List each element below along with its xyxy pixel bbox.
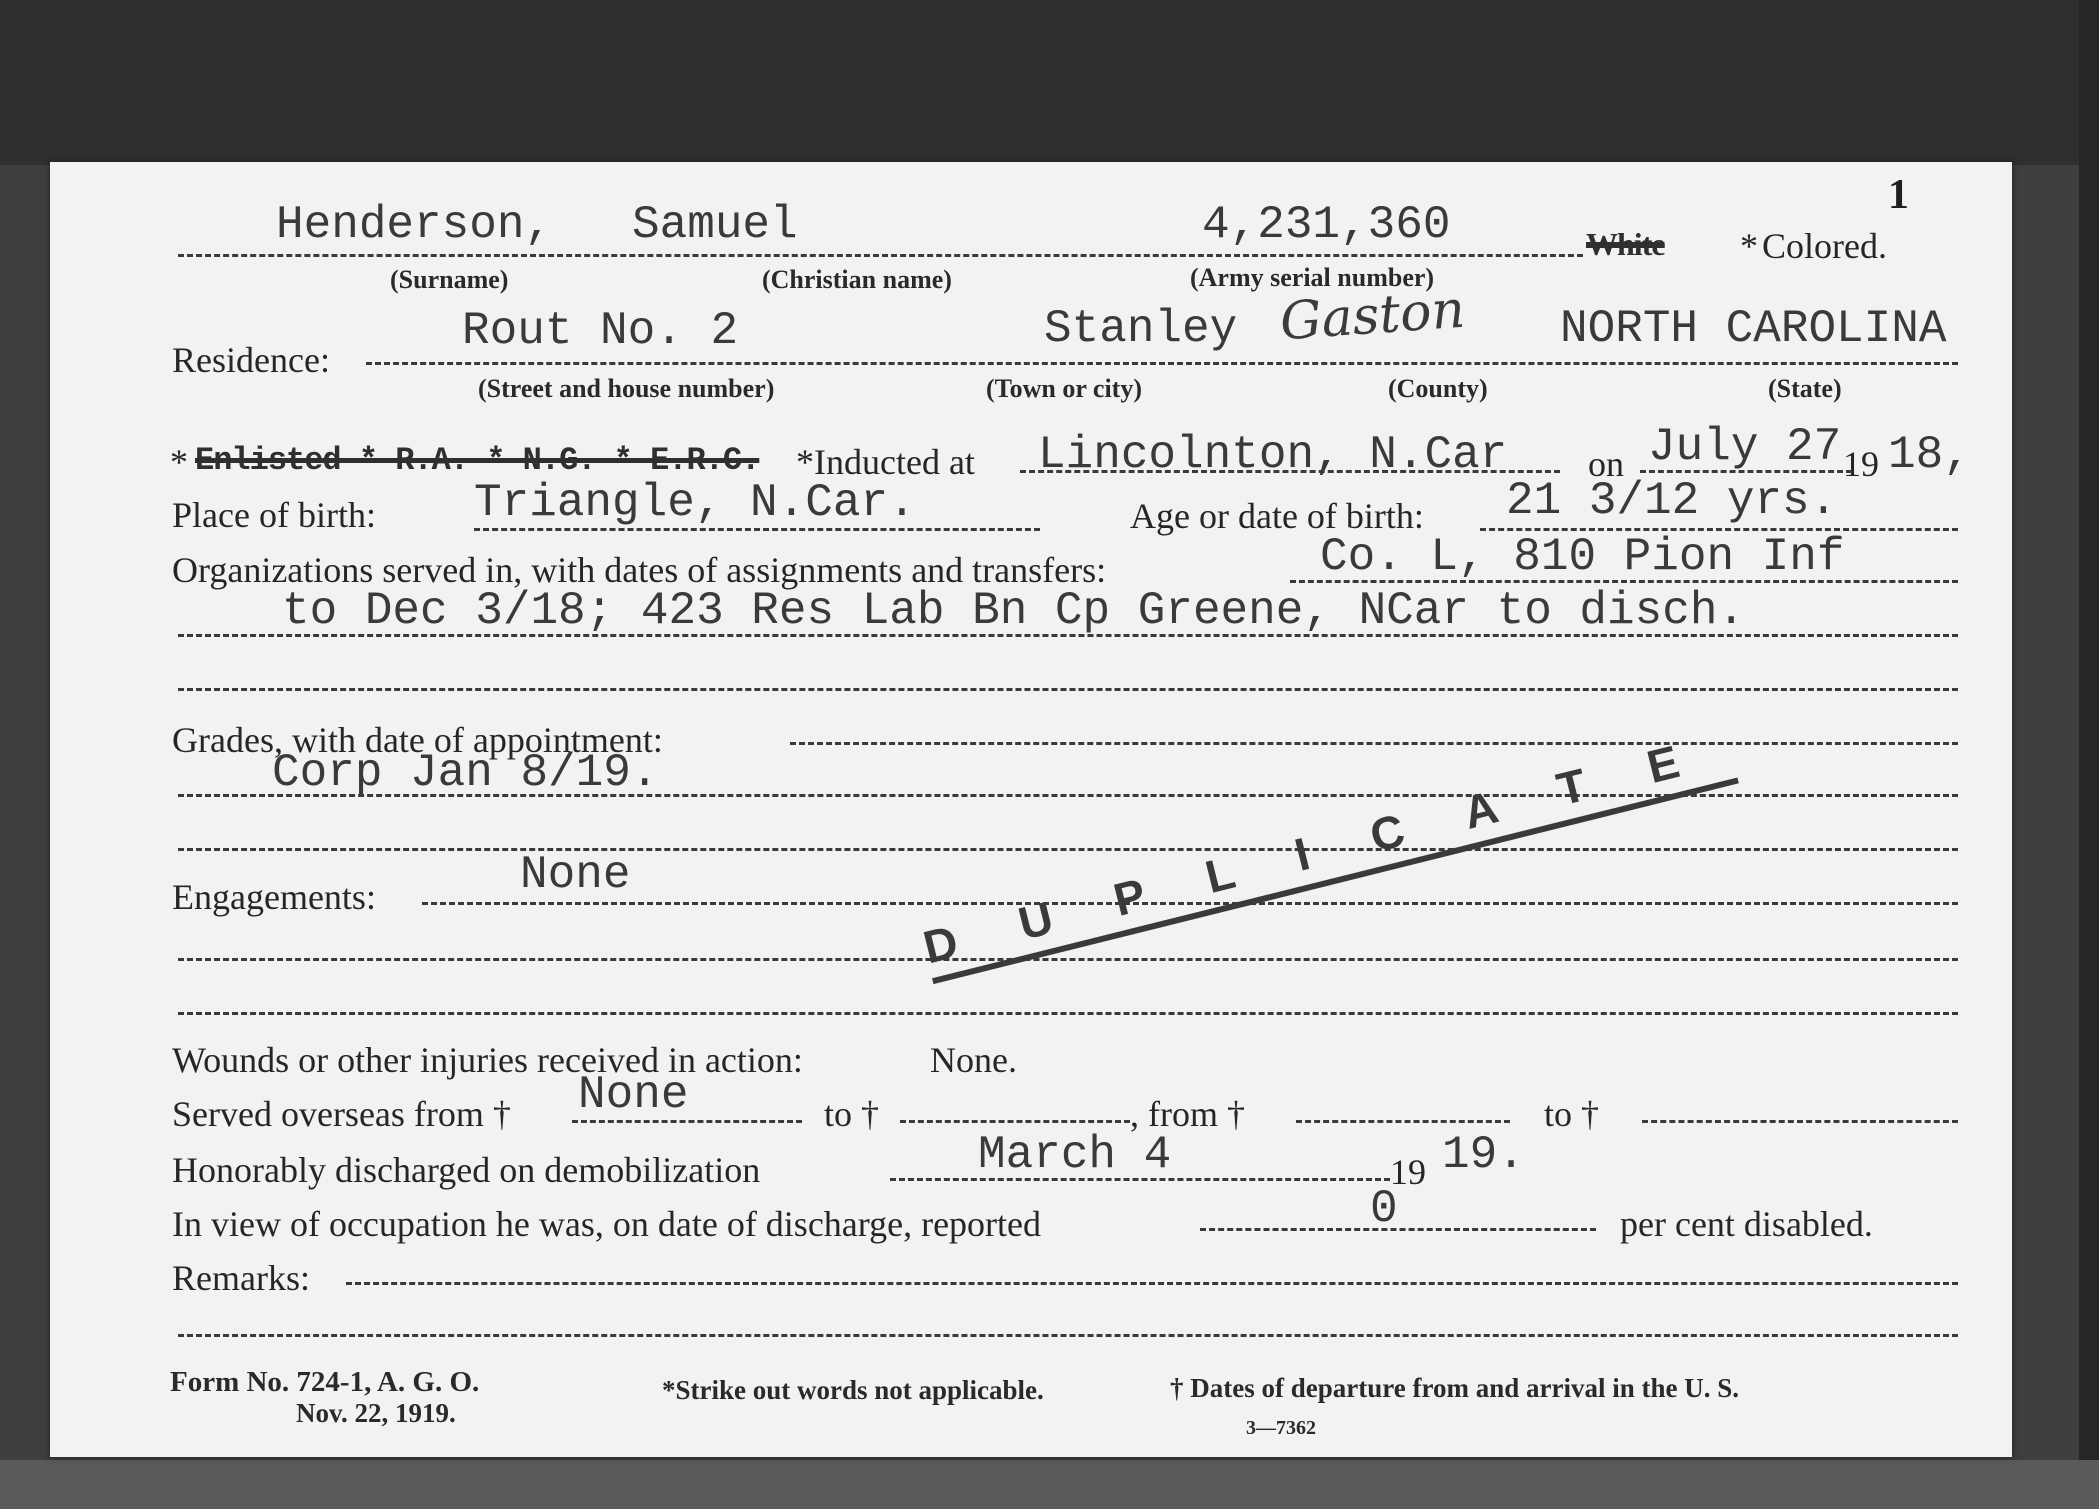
surname-value: Henderson, <box>276 199 553 251</box>
inducted-year-prefix: 19 <box>1843 444 1879 484</box>
duplicate-stamp <box>918 721 1739 984</box>
surname-caption: (Surname) <box>390 265 509 294</box>
residence-line <box>366 362 1958 365</box>
organizations-line2 <box>178 634 1958 637</box>
residence-state-value: NORTH CAROLINA <box>1560 303 1947 355</box>
organizations-line1 <box>1290 580 1958 583</box>
grades-line3 <box>178 848 1958 851</box>
residence-street-value: Rout No. 2 <box>462 305 739 357</box>
age-label: Age or date of birth: <box>1130 496 1424 536</box>
enlisted-marker: * <box>170 442 188 482</box>
grades-line1 <box>790 742 1958 745</box>
street-caption: (Street and house number) <box>478 374 775 403</box>
place-of-birth-line <box>474 528 1040 531</box>
state-caption: (State) <box>1768 374 1842 403</box>
serial-caption: (Army serial number) <box>1190 263 1435 292</box>
grades-value: Corp Jan 8/19. <box>272 747 659 799</box>
footnote-dates: † Dates of departure from and arrival in the U. S. <box>1170 1373 1739 1403</box>
residence-label: Residence: <box>172 340 330 380</box>
place-of-birth-value: Triangle, N.Car. <box>474 477 916 529</box>
disability-suffix: per cent disabled. <box>1620 1204 1873 1244</box>
discharge-year-prefix: 19 <box>1390 1152 1426 1192</box>
inducted-on-label: on <box>1588 444 1624 484</box>
disability-value: 0 <box>1370 1183 1398 1235</box>
race-colored-label: Colored. <box>1762 226 1887 266</box>
age-value: 21 3/12 yrs. <box>1506 475 1838 527</box>
overseas-from-line <box>572 1120 802 1123</box>
footnote-strike: *Strike out words not applicable. <box>662 1375 1044 1405</box>
form-date: Nov. 22, 1919. <box>296 1398 456 1428</box>
race-struck-white: White <box>1586 226 1665 262</box>
wounds-value: None. <box>930 1040 1017 1080</box>
overseas-to2-line <box>1642 1120 1958 1123</box>
inducted-year-value: 18, <box>1888 429 1971 481</box>
engagements-label: Engagements: <box>172 877 376 917</box>
scan-background-bottom <box>0 1460 2099 1509</box>
enlisted-struck-text: Enlisted * R.A. * N.G. * E.R.C. <box>195 442 760 479</box>
engagements-line2 <box>178 958 1958 961</box>
organizations-line2-value: to Dec 3/18; 423 Res Lab Bn Cp Greene, NCar to disch. <box>282 585 1746 637</box>
engagements-value: None <box>520 849 631 901</box>
scan-background-edge <box>2079 0 2099 1509</box>
engagements-line3 <box>178 1012 1958 1015</box>
remarks-line2 <box>178 1334 1958 1337</box>
duplicate-stamp-underline <box>932 777 1739 984</box>
christian-name-caption: (Christian name) <box>762 265 952 294</box>
organizations-line3 <box>178 688 1958 691</box>
overseas-to-label: to † <box>824 1094 880 1134</box>
sheet-number: 1 <box>1888 172 1909 218</box>
inducted-at-value: Lincolnton, N.Car <box>1038 429 1508 481</box>
place-of-birth-label: Place of birth: <box>172 495 376 535</box>
name-line <box>178 254 1583 257</box>
serial-number-value: 4,231,360 <box>1202 199 1451 251</box>
form-number: Form No. 724-1, A. G. O. <box>170 1366 480 1398</box>
remarks-line1 <box>346 1282 1958 1285</box>
discharge-label: Honorably discharged on demobilization <box>172 1150 761 1190</box>
overseas-to-line <box>900 1120 1130 1123</box>
overseas-value: None <box>578 1069 689 1121</box>
residence-county-handwritten: Gaston <box>1278 279 1467 353</box>
duplicate-stamp-text: D U P L I C A T E <box>918 728 1710 974</box>
overseas-to2-label: to † <box>1544 1094 1600 1134</box>
christian-name-value: Samuel <box>632 199 798 251</box>
induction-line <box>1020 470 1560 473</box>
town-caption: (Town or city) <box>986 374 1142 403</box>
remarks-label: Remarks: <box>172 1258 310 1298</box>
inducted-at-label: *Inducted at <box>796 442 975 482</box>
print-code: 3—7362 <box>1246 1417 1316 1439</box>
organizations-label: Organizations served in, with dates of assignments and transfers: <box>172 550 1107 590</box>
scan-background-top <box>0 0 2099 165</box>
disability-line <box>1200 1228 1596 1231</box>
discharge-date-value: March 4 <box>978 1129 1172 1181</box>
race-marker: * <box>1740 226 1758 266</box>
service-record-card <box>50 162 2012 1457</box>
disability-label: In view of occupation he was, on date of discharge, reported <box>172 1204 1042 1244</box>
overseas-from2-label: , from † <box>1130 1094 1245 1134</box>
residence-town-value: Stanley <box>1044 303 1238 355</box>
overseas-label: Served overseas from † <box>172 1094 511 1134</box>
grades-label: Grades, with date of appointment: <box>172 720 663 760</box>
discharge-date-line <box>890 1178 1390 1181</box>
county-caption: (County) <box>1388 374 1488 403</box>
discharge-year-value: 19. <box>1442 1129 1525 1181</box>
overseas-from2-line <box>1296 1120 1510 1123</box>
inducted-date-value: July 27 <box>1648 421 1842 473</box>
induction-date-line <box>1640 470 1852 473</box>
wounds-label: Wounds or other injuries received in action: <box>172 1040 803 1080</box>
organizations-line1-value: Co. L, 810 Pion Inf <box>1320 531 1845 583</box>
